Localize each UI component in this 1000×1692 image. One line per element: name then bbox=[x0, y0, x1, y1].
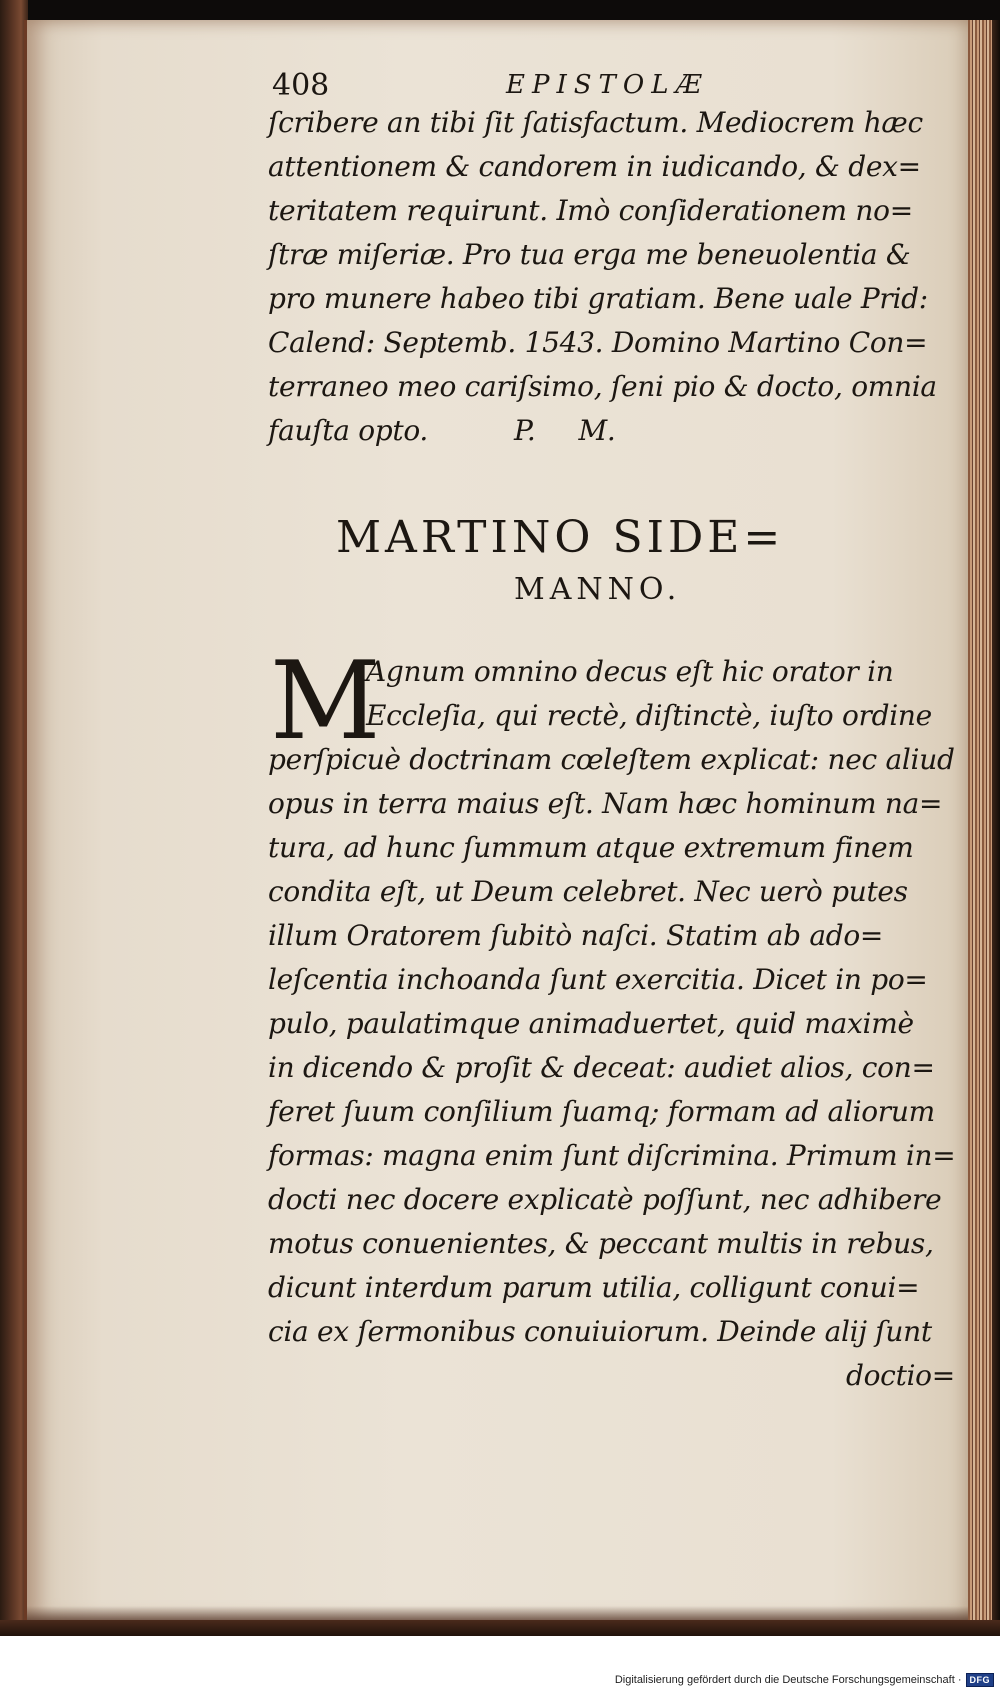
text-line: docti nec docere explicatè poſſunt, nec adhibere bbox=[268, 1183, 942, 1216]
text-line: formas: magna enim ſunt diſcrimina. Primum in= bbox=[268, 1139, 956, 1172]
page-number: 408 bbox=[272, 68, 330, 103]
text-line: dicunt interdum parum utilia, colligunt conui= bbox=[268, 1271, 920, 1304]
text-line: illum Oratorem ſubitò naſci. Statim ab ado= bbox=[268, 919, 884, 952]
page-edges-stack bbox=[968, 20, 1000, 1630]
text-line: tura, ad hunc ſummum atque extremum finem bbox=[268, 831, 914, 864]
digitization-credit bbox=[615, 1673, 994, 1687]
text-line: Calend: Septemb. 1543. Domino Martino Con= bbox=[268, 326, 928, 359]
text-line: ſcribere an tibi ſit ſatisfactum. Mediocrem hæc bbox=[268, 106, 923, 139]
text-line: ſtræ miſeriæ. Pro tua erga me beneuolentia & bbox=[268, 238, 911, 271]
running-title: EPISTOLÆ bbox=[506, 70, 709, 100]
text-line: Eccleſia, qui rectè, diſtinctè, iuſto ordine bbox=[366, 699, 932, 732]
drop-cap: M bbox=[270, 639, 381, 764]
text-line: cia ex ſermonibus conuiuiorum. Deinde alij ſunt bbox=[268, 1315, 932, 1348]
text-line: Agnum omnino decus eſt hic orator in bbox=[366, 655, 894, 688]
catchword: doctio= bbox=[846, 1359, 955, 1392]
text-line: leſcentia inchoanda ſunt exercitia. Dicet in po= bbox=[268, 963, 928, 996]
text-line: feret ſuum conſilium ſuamq; formam ad aliorum bbox=[268, 1095, 935, 1128]
signature-line: fauſta opto. P. M. bbox=[268, 414, 616, 447]
text-line: motus conuenientes, & peccant multis in rebus, bbox=[268, 1227, 934, 1260]
text-line: in dicendo & proſit & deceat: audiet alios, con= bbox=[268, 1051, 935, 1084]
text-line: perſpicuè doctrinam cœleſtem explicat: nec aliud bbox=[268, 743, 955, 776]
letter-heading-line1: MARTINO SIDE= bbox=[336, 512, 785, 563]
text-line: terraneo meo cariſsimo, ſeni pio & docto, omnia bbox=[268, 370, 937, 403]
dfg-logo-icon: DFG bbox=[966, 1673, 995, 1687]
credit-text: Digitalisierung gefördert durch die Deutsche Forschungsgemeinschaft · bbox=[614, 1674, 962, 1686]
letter-heading-line2: MANNO. bbox=[514, 572, 682, 607]
text-line: attentionem & candorem in iudicando, & dex= bbox=[268, 150, 921, 183]
text-line: condita eſt, ut Deum celebret. Nec uerò putes bbox=[268, 875, 908, 908]
text-line: opus in terra maius eſt. Nam hæc hominum na= bbox=[268, 787, 943, 820]
text-line: pro munere habeo tibi gratiam. Bene uale Prid: bbox=[268, 282, 928, 315]
text-line: pulo, paulatimque animaduertet, quid maximè bbox=[268, 1007, 914, 1040]
text-line: teritatem requirunt. Imò conſiderationem no= bbox=[268, 194, 913, 227]
